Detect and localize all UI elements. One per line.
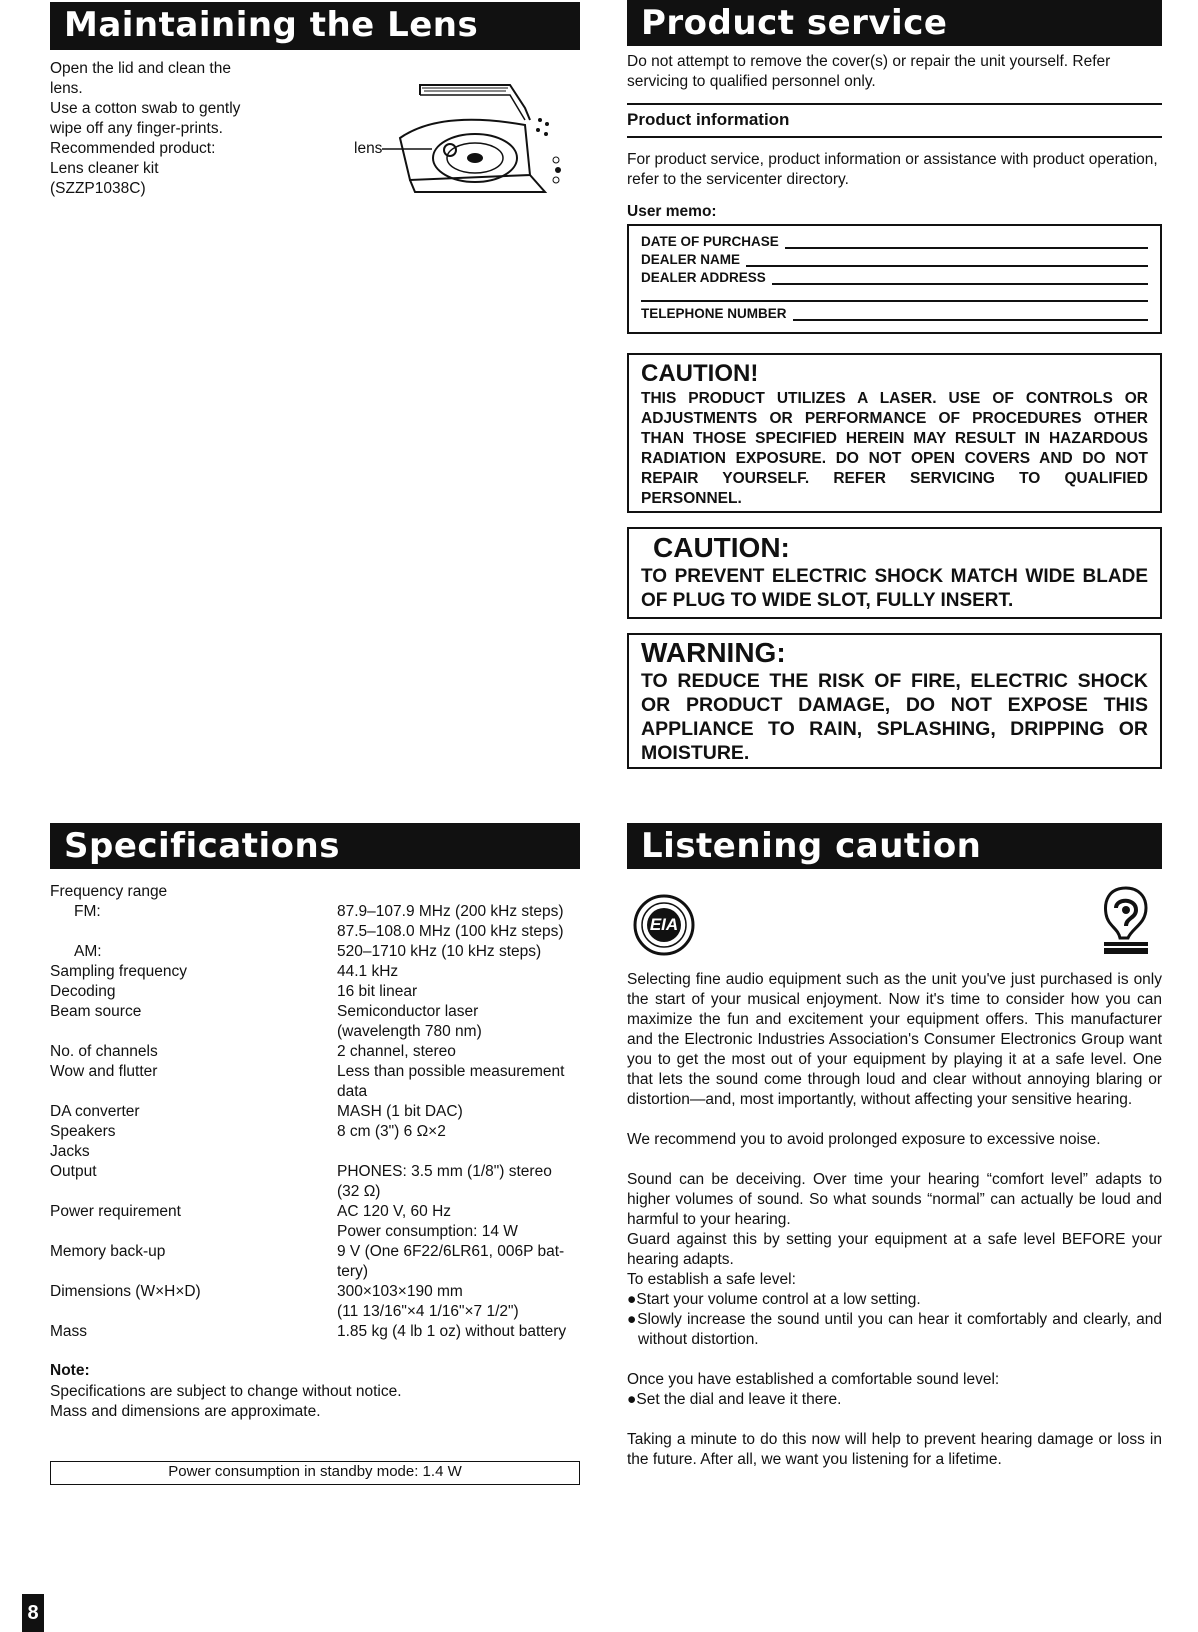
spec-label: Output — [50, 1163, 97, 1180]
memo-date-row — [641, 234, 1148, 249]
note-line: Mass and dimensions are approximate. — [50, 1403, 321, 1420]
lens-line: (SZZP1038C) — [50, 180, 146, 197]
listening-paragraph: Selecting fine audio equipment such as the unit you've just purchased is only the start of your musical enjoyment. Now it's time to consider how you can maximize the fun and excitement your equipment offers. This manufacturer and the Electronic Industries Association's Consumer Electronics Group want you to get the most out of your equipment by playing it at a safe level. One that lets the sound come through loud and clear without annoying blaring or distortion—and, most importantly, without affecting your sensitive hearing. — [627, 971, 1162, 1108]
lens-section-title: Maintaining the Lens — [50, 2, 580, 50]
memo-label: DATE OF PURCHASE — [641, 234, 779, 249]
listening-paragraph: Sound can be deceiving. Over time your hearing “comfort level” adapts to higher volumes of sound. So what sounds “normal” can actually be loud and harmful to your hearing. — [627, 1171, 1162, 1228]
spec-value: AC 120 V, 60 Hz — [337, 1203, 452, 1220]
spec-value: (wavelength 780 nm) — [337, 1023, 482, 1040]
eia-logo-text: EIA — [649, 915, 679, 934]
spec-value: 16 bit linear — [337, 983, 418, 1000]
spec-value: PHONES: 3.5 mm (1/8") stereo — [337, 1163, 552, 1180]
spec-value: tery) — [337, 1263, 368, 1280]
warning-heading: WARNING: — [641, 637, 786, 668]
divider — [627, 136, 1162, 138]
spec-label: Speakers — [50, 1123, 116, 1140]
spec-label: Beam source — [50, 1003, 142, 1020]
listening-paragraph: Once you have established a comfortable sound level: — [627, 1371, 1000, 1388]
spec-value: 8 cm (3") 6 Ω×2 — [337, 1123, 446, 1140]
plug-caution-text: TO PREVENT ELECTRIC SHOCK MATCH WIDE BLADE OF PLUG TO WIDE SLOT, FULLY INSERT. — [641, 566, 1148, 611]
spec-label: Power requirement — [50, 1203, 181, 1220]
spec-value: 520–1710 kHz (10 kHz steps) — [337, 943, 542, 960]
product-information-text: For product service, product information or assistance with product operation, refer to the servicenter directory. — [627, 151, 1158, 188]
listening-paragraph: To establish a safe level: — [627, 1271, 796, 1288]
user-memo-box — [627, 224, 1162, 334]
spec-label: Decoding — [50, 983, 116, 1000]
lens-line: lens. — [50, 80, 83, 97]
lens-line: wipe off any finger-prints. — [50, 120, 223, 137]
spec-value: 2 channel, stereo — [337, 1043, 456, 1060]
cd-player-lid-illustration — [380, 80, 580, 200]
listening-paragraph: Taking a minute to do this now will help to prevent hearing damage or loss in the future. After all, we want you listening for a lifetime. — [627, 1431, 1162, 1468]
note-heading: Note: — [50, 1362, 90, 1379]
spec-value: Semiconductor laser — [337, 1003, 479, 1020]
memo-dealer-address-row — [641, 270, 1148, 285]
lens-figure-label: lens — [354, 140, 383, 157]
spec-label: Mass — [50, 1323, 88, 1340]
spec-label: Jacks — [50, 1143, 90, 1160]
standby-power-box — [50, 1461, 580, 1485]
listening-caution-title: Listening caution — [627, 823, 1162, 869]
spec-value: 9 V (One 6F22/6LR61, 006P bat- — [337, 1243, 565, 1260]
spec-value: (11 13/16"×4 1/16"×7 1/2") — [337, 1303, 519, 1320]
warning-text: TO REDUCE THE RISK OF FIRE, ELECTRIC SHOCK OR PRODUCT DAMAGE, DO NOT EXPOSE THIS APPLIANCE TO RAIN, SPLASHING, DRIPPING OR MOISTURE. — [641, 670, 1148, 764]
specifications-title: Specifications — [50, 823, 580, 869]
spec-value: 87.5–108.0 MHz (100 kHz steps) — [337, 923, 564, 940]
lens-line: Open the lid and clean the — [50, 60, 231, 77]
standby-power-text: Power consumption in standby mode: 1.4 W — [168, 1463, 462, 1480]
laser-caution-heading: CAUTION! — [641, 360, 759, 387]
spec-label: Dimensions (W×H×D) — [50, 1283, 201, 1300]
specifications-table — [50, 882, 580, 1352]
spec-value: data — [337, 1083, 368, 1100]
memo-telephone-row — [641, 306, 1148, 321]
spec-label: AM: — [74, 943, 102, 960]
product-information-heading: Product information — [627, 110, 790, 129]
divider — [627, 103, 1162, 105]
lens-line: Use a cotton swab to gently — [50, 100, 241, 117]
plug-caution-heading: CAUTION: — [653, 532, 790, 563]
page-number: 8 — [22, 1594, 44, 1632]
laser-caution-box — [627, 353, 1162, 513]
spec-value: Less than possible measurement — [337, 1063, 565, 1080]
memo-blank-row — [641, 288, 1148, 302]
warning-box — [627, 633, 1162, 769]
spec-value: 1.85 kg (4 lb 1 oz) without battery — [337, 1323, 567, 1340]
lens-line: Recommended product: — [50, 140, 216, 157]
note-line: Specifications are subject to change without notice. — [50, 1383, 402, 1400]
spec-value: 87.9–107.9 MHz (200 kHz steps) — [337, 903, 564, 920]
eia-logo — [633, 894, 695, 956]
spec-label: Memory back-up — [50, 1243, 166, 1260]
spec-label: Wow and flutter — [50, 1063, 158, 1080]
product-service-text: Do not attempt to remove the cover(s) or repair the unit yourself. Refer servicing to qualified personnel only. — [627, 53, 1111, 90]
listening-paragraph: Guard against this by setting your equipment at a safe level BEFORE your hearing adapts. — [627, 1231, 1162, 1268]
spec-label: DA converter — [50, 1103, 140, 1120]
listening-bullet: ●Start your volume control at a low setting. — [627, 1291, 921, 1308]
spec-value: 44.1 kHz — [337, 963, 399, 980]
spec-value: 300×103×190 mm — [337, 1283, 463, 1300]
spec-value: Power consumption: 14 W — [337, 1223, 518, 1240]
note-text — [50, 1382, 580, 1422]
spec-value: MASH (1 bit DAC) — [337, 1103, 463, 1120]
spec-label: Frequency range — [50, 883, 168, 900]
listening-paragraph: We recommend you to avoid prolonged exposure to excessive noise. — [627, 1131, 1101, 1148]
product-service-title: Product service — [627, 0, 1162, 46]
plug-caution-box — [627, 527, 1162, 619]
listening-bullet: ●Slowly increase the sound until you can hear it comfortably and clearly, and without distortion. — [627, 1311, 1162, 1348]
laser-caution-text: THIS PRODUCT UTILIZES A LASER. USE OF CONTROLS OR ADJUSTMENTS OR PERFORMANCE OF PROCEDURES OTHER THAN THOSE SPECIFIED HEREIN MAY RESULT IN HAZARDOUS RADIATION EXPOSURE. DO NOT OPEN COVERS AND DO NOT REPAIR YOURSELF. REFER SERVICING TO QUALIFIED PERSONNEL. — [641, 390, 1148, 507]
memo-label: TELEPHONE NUMBER — [641, 306, 787, 321]
listening-bullet: ●Set the dial and leave it there. — [627, 1391, 842, 1408]
lens-instructions — [50, 59, 320, 199]
spec-label: No. of channels — [50, 1043, 158, 1060]
spec-value: (32 Ω) — [337, 1183, 381, 1200]
spec-label: Sampling frequency — [50, 963, 187, 980]
memo-label: DEALER NAME — [641, 252, 741, 267]
listening-caution-text — [627, 970, 1162, 1470]
lens-line: Lens cleaner kit — [50, 160, 159, 177]
memo-dealer-name-row — [641, 252, 1148, 267]
spec-label: FM: — [74, 903, 101, 920]
memo-label: DEALER ADDRESS — [641, 270, 766, 285]
hearing-logo-icon — [1098, 884, 1154, 958]
user-memo-heading: User memo: — [627, 203, 717, 220]
